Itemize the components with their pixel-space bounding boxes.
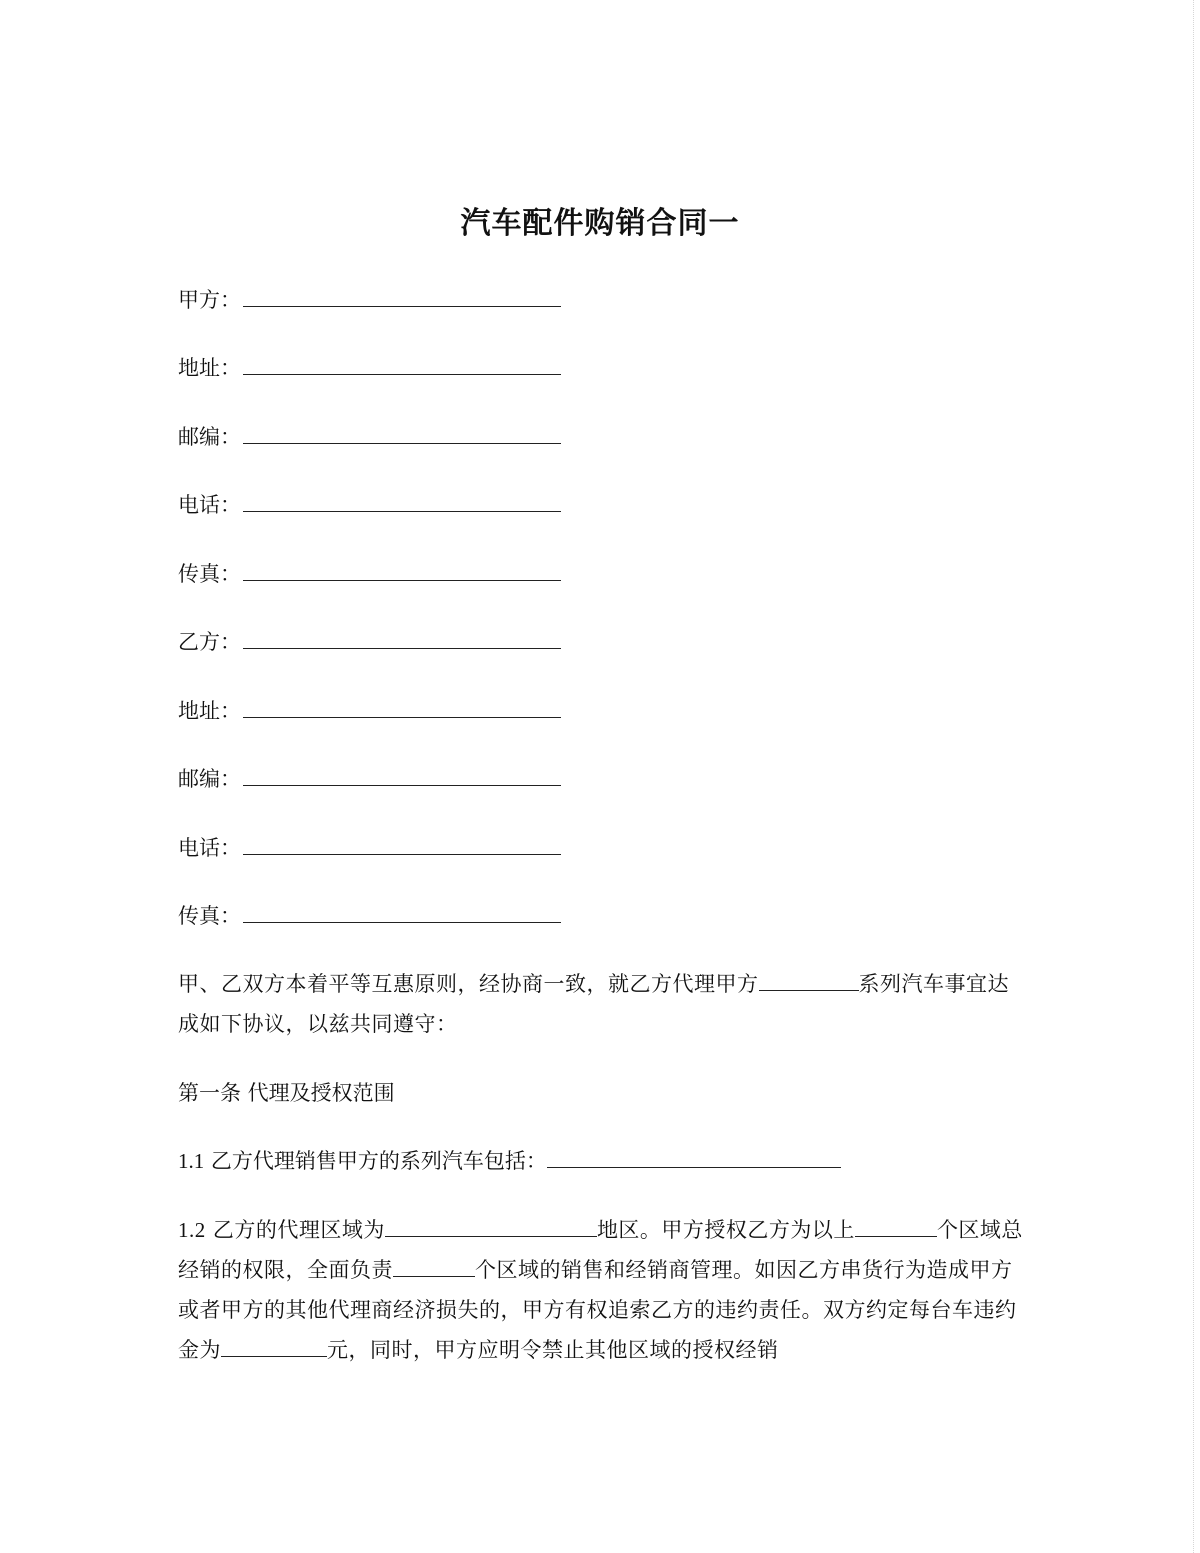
clause-1-2: [178, 1210, 1028, 1370]
party-a-phone-label: 电话：: [178, 493, 241, 517]
region-count-blank-1[interactable]: [855, 1216, 937, 1237]
clause-1-1: [178, 1146, 841, 1176]
party-a-postcode-label: 邮编：: [178, 425, 241, 449]
series-blank[interactable]: [759, 970, 859, 991]
preamble-text-2: 系列汽车事宜达成如下协议，以兹共同遵守：: [178, 972, 1009, 1036]
party-a-phone-blank[interactable]: [243, 489, 561, 512]
clause-1-2-text-b: 地区。甲方授权乙方为以上: [596, 1218, 855, 1242]
clause-1-1-number: 1.1: [178, 1149, 205, 1173]
clause-1-2-text-a: 乙方的代理区域为: [205, 1218, 385, 1242]
party-b-phone-field: [178, 832, 561, 863]
clause-1-2-text-c: 个区域总经销的权限，全面负责: [178, 1218, 1023, 1282]
party-a-address-label: 地址：: [178, 356, 241, 380]
party-b-phone-label: 电话：: [178, 836, 241, 860]
party-a-phone-field: [178, 489, 561, 520]
party-b-postcode-field: [178, 763, 561, 794]
party-a-address-blank[interactable]: [243, 352, 561, 375]
party-a-postcode-field: [178, 421, 561, 452]
region-blank[interactable]: [385, 1216, 597, 1237]
clause-1-2-number: 1.2: [178, 1218, 206, 1242]
party-a-field: [178, 284, 561, 315]
party-b-blank[interactable]: [243, 626, 561, 649]
preamble-paragraph: [178, 964, 1028, 1044]
party-a-label: 甲方：: [178, 288, 241, 312]
party-b-label: 乙方：: [178, 630, 241, 654]
party-b-fax-blank[interactable]: [243, 900, 561, 923]
clause-1-2-text-e: 元，同时，甲方应明令禁止其他区域的授权经销: [327, 1338, 779, 1362]
party-b-fax-label: 传真：: [178, 904, 241, 928]
article-1-heading: 第一条 代理及授权范围: [178, 1081, 395, 1105]
party-b-fax-field: [178, 900, 561, 931]
party-b-address-blank[interactable]: [243, 695, 561, 718]
party-a-address-field: [178, 352, 561, 383]
party-a-fax-blank[interactable]: [243, 558, 561, 581]
document-title: 汽车配件购销合同一: [460, 206, 740, 241]
party-a-fax-label: 传真：: [178, 562, 241, 586]
party-a-blank[interactable]: [243, 284, 561, 307]
party-b-phone-blank[interactable]: [243, 832, 561, 855]
party-b-postcode-label: 邮编：: [178, 767, 241, 791]
party-b-field: [178, 626, 561, 657]
preamble-text-1: 甲、乙双方本着平等互惠原则，经协商一致，就乙方代理甲方: [178, 972, 759, 996]
clause-1-1-blank[interactable]: [547, 1147, 841, 1168]
clause-1-2-text-d: 个区域的销售和经销商管理。如因乙方串货行为造成甲方或者甲方的其他代理商经济损失的，甲方有权追索乙方的违约责任。双方约定每台车违约金为: [178, 1258, 1017, 1362]
region-count-blank-2[interactable]: [393, 1256, 475, 1277]
party-b-address-label: 地址：: [178, 699, 241, 723]
party-b-address-field: [178, 695, 561, 726]
penalty-amount-blank[interactable]: [221, 1336, 327, 1357]
party-a-fax-field: [178, 558, 561, 589]
party-b-postcode-blank[interactable]: [243, 763, 561, 786]
party-a-postcode-blank[interactable]: [243, 421, 561, 444]
clause-1-1-text: 乙方代理销售甲方的系列汽车包括：: [204, 1149, 547, 1173]
